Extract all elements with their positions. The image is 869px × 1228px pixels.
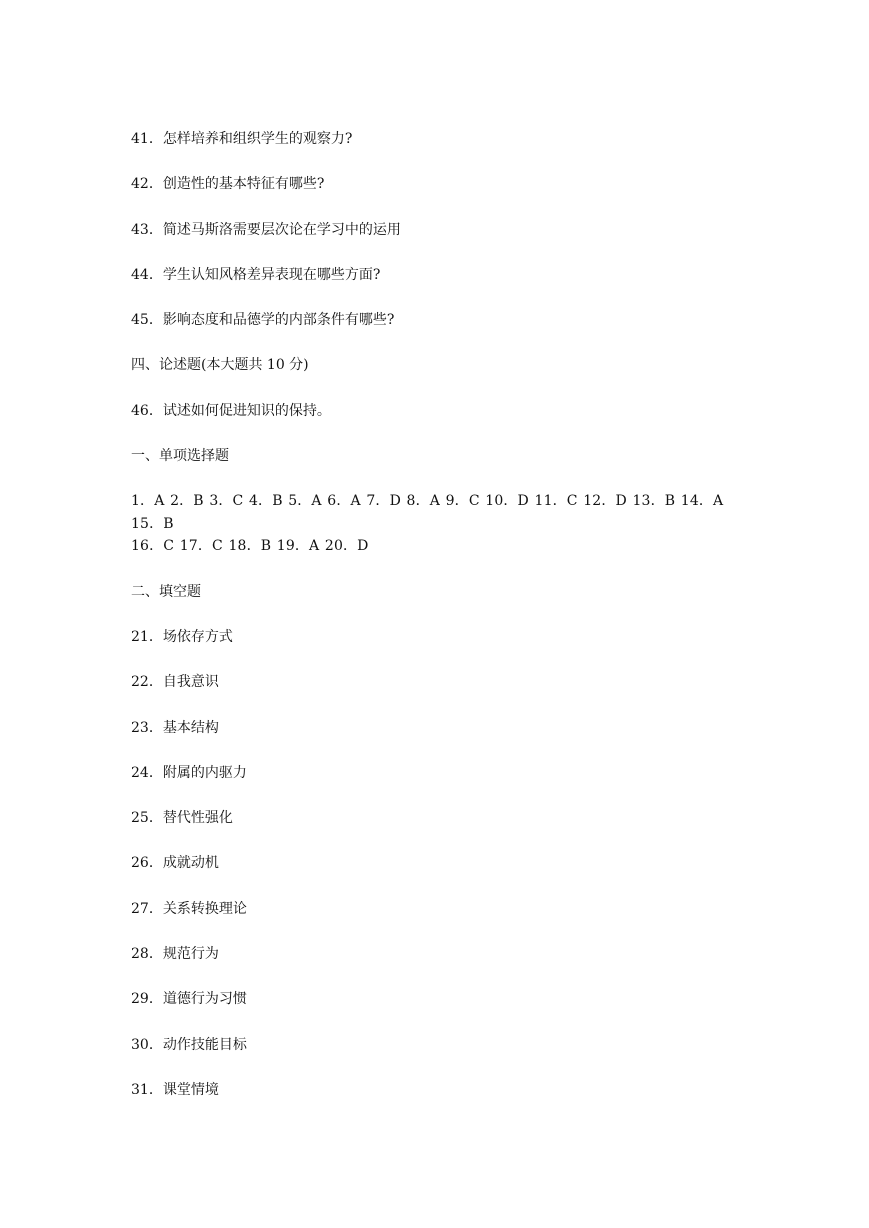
answer-28: 28．规范行为 bbox=[131, 946, 219, 963]
question-45: 45．影响态度和品德学的内部条件有哪些? bbox=[131, 312, 395, 329]
answer-22: 22．自我意识 bbox=[131, 674, 219, 691]
question-46: 46．试述如何促进知识的保持。 bbox=[131, 402, 331, 419]
section-heading-essay: 四、论述题(本大题共 10 分) bbox=[131, 357, 309, 374]
section-heading-single-choice-answers: 一、单项选择题 bbox=[131, 448, 229, 465]
question-41: 41．怎样培养和组织学生的观察力? bbox=[131, 131, 353, 147]
answer-27: 27．关系转换理论 bbox=[131, 900, 247, 917]
question-42: 42．创造性的基本特征有哪些? bbox=[131, 176, 325, 193]
answer-key-line-2: 16．C 17．C 18．B 19．A 20．D bbox=[131, 538, 369, 555]
question-44: 44．学生认知风格差异表现在哪些方面? bbox=[131, 266, 381, 283]
answer-25: 25．替代性强化 bbox=[131, 810, 233, 827]
answer-29: 29．道德行为习惯 bbox=[131, 991, 247, 1008]
answer-23: 23．基本结构 bbox=[131, 719, 219, 736]
answer-21: 21．场依存方式 bbox=[131, 628, 233, 645]
answer-31: 31．课堂情境 bbox=[131, 1081, 219, 1098]
answer-30: 30．动作技能目标 bbox=[131, 1036, 247, 1053]
single-choice-answer-key bbox=[131, 490, 751, 558]
section-heading-fill-blank-answers: 二、填空题 bbox=[131, 583, 201, 600]
answer-26: 26．成就动机 bbox=[131, 855, 219, 872]
document-body bbox=[131, 128, 751, 1124]
answer-24: 24．附属的内驱力 bbox=[131, 764, 247, 781]
question-43: 43．简述马斯洛需要层次论在学习中的运用 bbox=[131, 221, 401, 238]
answer-key-line-1: 1．A 2．B 3．C 4．B 5．A 6．A 7．D 8．A 9．C 10．D 11．C 12．D 13．B 14．A 15．B bbox=[131, 493, 724, 532]
